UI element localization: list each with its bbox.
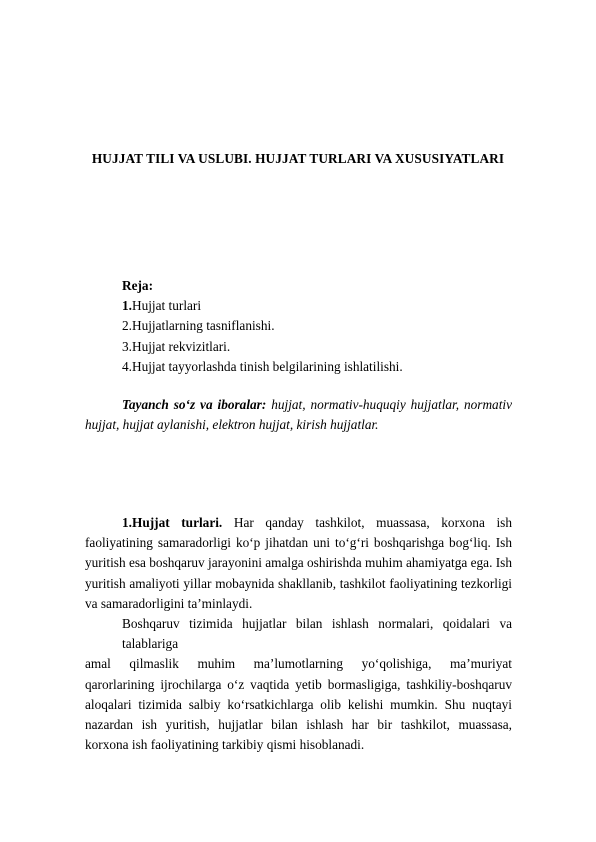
plan-item-1-text: Hujjat turlari [131,298,202,314]
plan-item-4: 4.Hujjat tayyorlashda tinish belgilarining ishlatilishi. [122,358,403,374]
plan-item-1-number: 1. [122,298,132,314]
plan-section [85,276,512,377]
keywords-label: Tayanch so‘z va iboralar: [122,397,267,412]
paragraph-1-line-2: faoliyatining samaradorligi ko‘p jihatdan uni to‘g‘ri boshqarishga bog‘liq. Ish [85,535,512,551]
paragraph-1-line-4: yuritish amaliyoti yillar mobaynida shakllanib, tashkilot faoliyatining tezkorligi [85,575,512,591]
paragraph-2-line-5: nazardan ish yuritish, hujjatlar bilan ishlash har bir tashkilot, muassasa, [85,717,512,733]
plan-item-1 [85,296,512,316]
section-1 [85,513,512,755]
document-title: HUJJAT TILI VA USLUBI. HUJJAT TURLARI VA XUSUSIYATLARI [91,151,505,166]
keywords-line-1 [85,395,512,415]
paragraph-1-line-5: va samaradorligini ta’minlaydi. [85,595,253,611]
paragraph-1-line-1 [85,513,512,533]
keywords-text-1: hujjat, normativ-huquqiy hujjatlar, normativ [266,397,512,412]
keywords-line-2: hujjat, hujjat aylanishi, elektron hujjat, kirish hujjatlar. [85,417,379,433]
section-1-heading: 1.Hujjat turlari. [122,515,223,530]
paragraph-1-line-3: yuritish esa boshqaruv jarayonini amalga oshirishda muhim ahamiyatga ega. Ish [85,555,512,571]
paragraph-2-line-6: korxona ish faoliyatining tarkibiy qismi hisoblanadi. [85,737,365,753]
keywords-section [85,395,512,435]
paragraph-2-line-3: qarorlarining ijrochilarga o‘z vaqtida yetib bormasligiga, tashkiliy-boshqaruv [85,676,512,692]
paragraph-2-line-4: aloqalari tizimida salbiy ko‘rsatkichlarga olib kelishi mumkin. Shu nuqtayi [85,696,512,712]
plan-item-3: 3.Hujjat rekvizitlari. [122,338,231,354]
paragraph-2-line-2: amal qilmaslik muhim ma’lumotlarning yo‘qolishiga, ma’muriyat [85,656,512,672]
paragraph-2-line-1: Boshqaruv tizimida hujjatlar bilan ishlash normalari, qoidalari va talablariga [122,616,512,652]
plan-heading: Reja: [122,278,154,293]
paragraph-1-text-1: Har qanday tashkilot, muassasa, korxona ish [222,515,512,530]
plan-item-2: 2.Hujjatlarning tasniflanishi. [122,318,275,334]
